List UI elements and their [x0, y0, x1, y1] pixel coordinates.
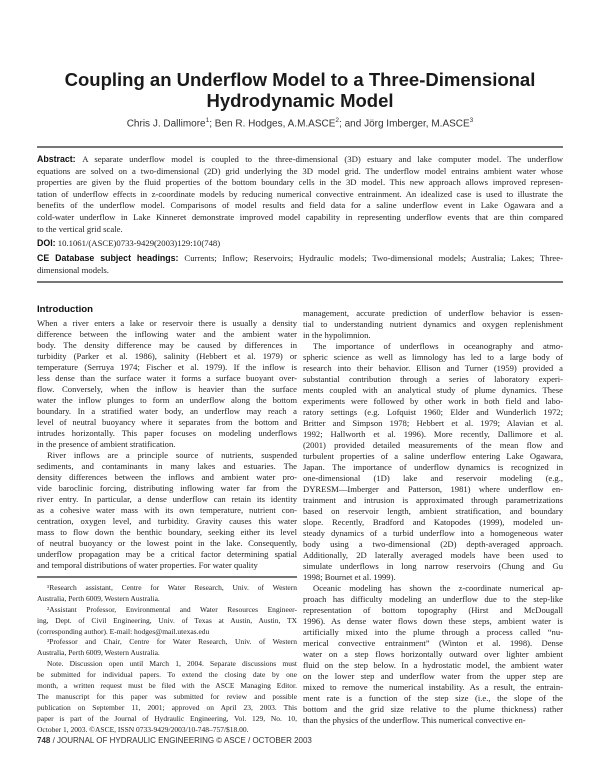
- body-text-line: mass to flow down the benthic boundary, seeking either its level: [37, 527, 297, 537]
- body-text-line: temperature (Serruya 1974; Fischer et al. 1979). If the inflow is: [37, 362, 297, 372]
- body-text-line: Japan. The importance of underflow dynamics is recognized in: [303, 462, 563, 472]
- abstract-line: tation of underflow effects in z-coordinate models by reducing numerical convective entrainment. An idealized case is used to illustrate the: [37, 188, 563, 199]
- page-footer: [37, 736, 312, 745]
- body-text-line: and temporal distributions of water properties. For water quality: [37, 560, 258, 570]
- body-text-line: bottom and the grid size relative to the plume thickness) rather: [303, 704, 563, 714]
- section-heading-introduction: Introduction: [37, 304, 93, 315]
- author-affiliation-mark: 1: [205, 117, 210, 124]
- body-text-line: experiments were followed by other work in both field and labo-: [303, 396, 563, 406]
- footnote-line: The manuscript for this paper was submitted for review and possible: [37, 691, 297, 701]
- body-text-line: Britter and Simpson 1978; Hebbert et al. 1979; Alavian et al.: [303, 418, 563, 428]
- body-text-line: tial to understanding nutrient dynamics and oxygen replenishment: [303, 319, 563, 329]
- body-text-line: water the inflow plunges to form an underflow along the bottom: [37, 395, 297, 405]
- top-divider: [37, 146, 563, 148]
- subject-headings-line: CE Database subject headings: Currents; Inflow; Reservoirs; Hydraulic models; Two-dimensional models; Australia; Lakes; Three-: [37, 253, 563, 263]
- author-list: [0, 117, 600, 129]
- title-line: Hydrodynamic Model: [206, 90, 394, 111]
- body-text-line: in the hypolimnion.: [303, 330, 371, 340]
- footnote-line: October 1, 2003. ©ASCE, ISSN 0733-9429/2003/10-748–757/$18.00.: [37, 724, 249, 734]
- footnote-line: ¹Research assistant, Centre for Water Research, Univ. of Western: [47, 583, 297, 592]
- footnote-line: be submitted for individual papers. To extend the closing date by one: [37, 670, 297, 680]
- doi-label: DOI:: [37, 238, 56, 248]
- body-text-line: spheric science as well as limnology has led to a large body of: [303, 352, 563, 362]
- body-text-line: DYRESM—Imberger and Patterson, 1981) where underflow en-: [303, 484, 563, 494]
- body-text-line: proach has difficulty modeling an underflow due to the step-like: [303, 594, 563, 604]
- abstract-line-label: Abstract:: [37, 154, 83, 164]
- body-text-line: ments coupled with an analytical study of plume dynamics. These: [303, 385, 563, 395]
- body-text-line: ratory settings (e.g. Lofquist 1960; Elder and Wunderlich 1972;: [303, 407, 563, 417]
- body-text-line: substantial contribution through a series of laboratory experi-: [303, 374, 563, 384]
- paper-title: [0, 69, 600, 111]
- page-number: 748: [37, 736, 51, 745]
- abstract-line: to the vertical grid scale.: [37, 223, 123, 234]
- body-text-line: ment rate is a function of the step size (i.e., the slope of the: [303, 693, 563, 703]
- body-text-line: intrudes horizontally. This paper focuses on modeling underflows: [37, 428, 297, 438]
- body-text-line: steady dynamics of a turbid underflow into a homogeneous water: [303, 528, 563, 538]
- body-text-line: as a cohesive water mass with its own temperature, nutrient con-: [37, 505, 297, 515]
- author-separator: ;: [209, 118, 215, 130]
- journal-running-footer: / JOURNAL OF HYDRAULIC ENGINEERING © ASCE / OCTOBER 2003: [50, 736, 312, 745]
- body-text-line: sediments, and contaminants in many lakes and estuaries. The: [37, 461, 297, 471]
- author-name: Ben R. Hodges, A.M.ASCE: [214, 118, 336, 130]
- footnote-line: month, a written request must be filed with the ASCE Managing Editor.: [37, 681, 297, 691]
- body-text-line: based on reservoir length, ambient stratification, and boundary: [303, 506, 563, 516]
- subject-headings-line-label: CE Database subject headings:: [37, 253, 185, 263]
- body-text-line: When a river enters a lake or reservoir there is usually a density: [37, 318, 297, 328]
- footnote-line: Australia, Perth 6009, Western Australia.: [37, 593, 160, 603]
- body-text-line: 1998; Bournet et al. 1999).: [303, 572, 396, 582]
- body-text-line: density differences between the inflows and ambient water pro-: [37, 472, 297, 482]
- body-text-line: river entry. In particular, a dense underflow can retain its identity: [37, 494, 297, 504]
- abstract-line: properties are given by the fluid properties of the bottom boundary cells in the 3D model. This new approach allows improved represen-: [37, 177, 563, 188]
- body-text-line: water on a step flows horizontally outward over lighter ambient: [303, 649, 563, 659]
- body-text-line: in the presence of ambient stratification.: [37, 439, 176, 449]
- subject-headings: [37, 252, 563, 276]
- author-name: Chris J. Dallimore: [126, 118, 206, 130]
- subject-headings-line: dimensional models.: [37, 265, 109, 275]
- footnote-line: publication on September 11, 2001; approved on April 23, 2003. This: [37, 702, 297, 712]
- footnote-line: ³Professor and Chair, Centre for Water Research, Univ. of Western: [47, 637, 297, 647]
- abstract-bottom-divider: [37, 281, 563, 283]
- abstract-line: equations are solved on a two-dimensional (2D) grid underlying the 3D model grid. The underflow model entrains ambient water whose: [37, 165, 563, 176]
- body-text-line: level of neutral buoyancy where it separates from the bottom and: [37, 417, 297, 427]
- right-column-body: [303, 308, 563, 726]
- body-text-line: flow. Conversely, when the inflow is heavier than the surface: [37, 384, 297, 394]
- body-text-line: boundary. In a stratified water body, an underflow may reach a: [37, 406, 297, 416]
- body-text-line: vide baroclinic forcing, distributing inflowing water far from the: [37, 483, 297, 493]
- body-text-line: centration, oxygen level, and turbidity. Gravity causes this water: [37, 516, 297, 526]
- body-text-line: research into their behavior. Ellison and Turner (1959) provided a: [303, 363, 563, 373]
- author-separator: ; and: [339, 118, 365, 130]
- body-text-line: body using a two-dimensional (2D) depth-averaged approach.: [303, 539, 563, 549]
- body-text-line: (2001) provided detailed measurements of the mean flow and: [303, 440, 563, 450]
- body-text-line: difference between the inflowing water and the ambient water: [37, 329, 297, 339]
- body-text-line: management, accurate prediction of underflow behavior is essen-: [303, 308, 563, 318]
- body-text-line: on the lower step and underflow water from the upper step are: [303, 671, 563, 681]
- footnote-divider: [37, 576, 297, 578]
- doi: [37, 238, 220, 248]
- footnote-line: Australia, Perth 6009, Western Australia.: [37, 648, 160, 658]
- footnote-line: paper is part of the Journal of Hydraulic Engineering, Vol. 129, No. 10,: [37, 713, 297, 723]
- author-name: Jörg Imberger, M.ASCE: [364, 118, 470, 130]
- body-text-line: slope. Recently, Bradford and Katopodes (1999), modeled un-: [303, 517, 563, 527]
- body-text-line: fluid on the step below. In a hydrostatic model, the ambient water: [303, 660, 563, 670]
- author-affiliation-mark: 3: [469, 117, 474, 124]
- body-text-line: 1992; Hallworth et al. 1996). More recently, Dallimore et al.: [303, 429, 563, 439]
- abstract-line: Abstract: A separate underflow model is coupled to the three-dimensional (3D) estuary and lake computer model. The underflow: [37, 154, 563, 164]
- body-text-line: mixed to remove the numerical instability. As a result, the entrain-: [303, 682, 563, 692]
- body-text-line: Oceanic modeling has shown the z-coordinate numerical ap-: [313, 583, 563, 593]
- doi-value[interactable]: 10.1061/(ASCE)0733-9429(2003)129:10(748): [57, 238, 221, 248]
- left-column-body: [37, 318, 297, 571]
- abstract-line: cold-water underflow in Lake Kinneret demonstrate improved model capability in representing underflow events that are thin compared: [37, 211, 563, 222]
- footnote-line: (corresponding author). E-mail: hodges@mail.utexas.edu: [37, 626, 210, 636]
- body-text-line: merical convective entrainment” (Winton et al. 1998). Dense: [303, 638, 563, 648]
- body-text-line: River inflows are a principle source of nutrients, suspended: [47, 450, 297, 460]
- body-text-line: underflow propagation may be a critical factor determining spatial: [37, 549, 297, 559]
- body-text-line: trainment and intrusion is approximated through parametrizations: [303, 495, 563, 505]
- body-text-line: body. The density difference may be caused by differences in: [37, 340, 297, 350]
- body-text-line: representation of bottom topography (Hirst and McDougall: [303, 605, 563, 615]
- body-text-line: turbulent properties of a saline underflow entering Lake Ogawara,: [303, 451, 563, 461]
- body-text-line: turbidity (Parker et al. 1986), salinity (Hebbert et al. 1979) or: [37, 351, 297, 361]
- body-text-line: artificially mixed into the plume through a process called “nu-: [303, 627, 563, 637]
- body-text-line: than the physics of the underflow. This numerical convective en-: [303, 715, 526, 725]
- body-text-line: 1996). As dense water flows down these steps, ambient water is: [303, 616, 563, 626]
- title-line: Coupling an Underflow Model to a Three-Dimensional: [64, 69, 536, 90]
- footnote-line: ²Assistant Professor, Environmental and Water Resources Engineer-: [47, 604, 297, 614]
- footnote-line: Note. Discussion open until March 1, 2004. Separate discussions must: [47, 659, 297, 669]
- footnote-line: ing, Dept. of Civil Engineering, Univ. of Texas at Austin, Austin, TX: [37, 615, 297, 625]
- footnotes: [37, 583, 297, 735]
- abstract: [37, 154, 563, 235]
- author-affiliation-mark: 2: [335, 117, 340, 124]
- body-text-line: simulate underflows in long narrow reservoirs (Chung and Gu: [303, 561, 563, 571]
- body-text-line: The importance of underflows in oceanography and atmo-: [313, 341, 563, 351]
- body-text-line: of neutral buoyancy or the lowest point in the lake. Consequently,: [37, 538, 297, 548]
- body-text-line: less dense than the surface water it forms a surface buoyant over-: [37, 373, 297, 383]
- body-text-line: Additionally, 2D laterally averaged models have been used to: [303, 550, 563, 560]
- body-text-line: one-dimensional (1D) lake and reservoir modeling (e.g.,: [303, 473, 563, 483]
- abstract-line: benefits of the underflow model. Comparisons of model results and field data for a saline underflow event in Lake Ogawara and a: [37, 200, 563, 211]
